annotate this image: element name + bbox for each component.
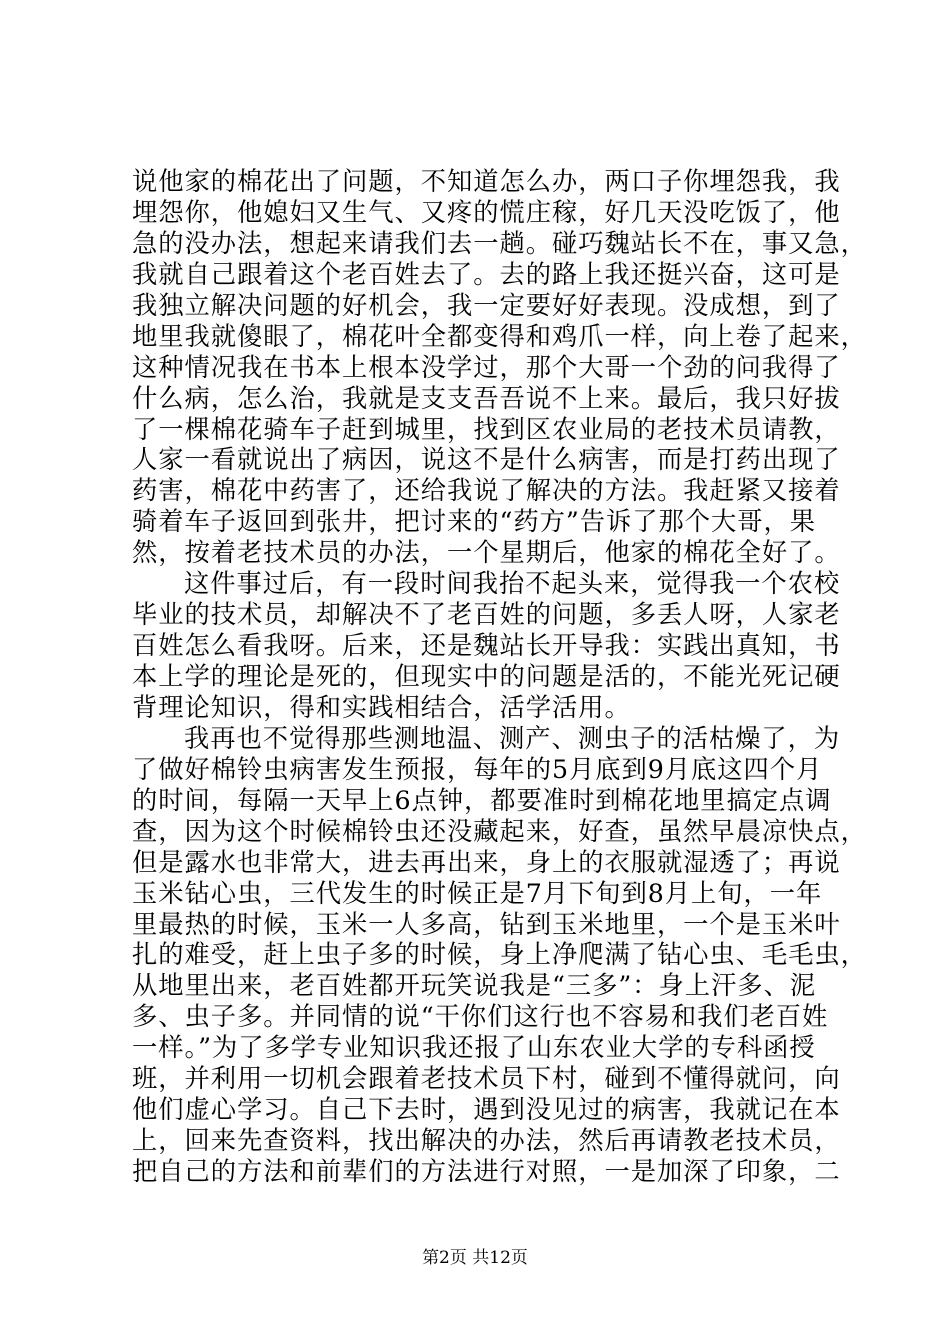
text-line-first: 这件事过后，有一段时间我抬不起头来，觉得我一个农校 bbox=[184, 569, 841, 599]
text-line: 骑着车子返回到张井，把讨来的“药方”告诉了那个大哥，果 bbox=[132, 507, 816, 537]
text-line-first: 我再也不觉得那些测地温、测产、测虫子的活枯燥了，为 bbox=[184, 723, 841, 753]
text-line: 我独立解决问题的好机会，我一定要好好表现。没成想，到了 bbox=[132, 290, 841, 320]
text-line: 百姓怎么看我呀。后来，还是魏站长开导我：实践出真知，书 bbox=[132, 631, 841, 661]
text-line: 本上学的理论是死的，但现实中的问题是活的，不能光死记硬 bbox=[132, 662, 841, 691]
page-number-footer: 第2页 共12页 bbox=[422, 1248, 528, 1268]
text-line: 我就自己跟着这个老百姓去了。去的路上我还挺兴奋，这可是 bbox=[132, 259, 841, 289]
text-line: 了一棵棉花骑车子赶到城里，找到区农业局的老技术员请教， bbox=[132, 414, 841, 444]
text-line: 这种情况我在书本上根本没学过，那个大哥一个劲的问我得了 bbox=[132, 352, 841, 382]
text-line: 上，回来先查资料，找出解决的办法，然后再请教老技术员， bbox=[132, 1126, 841, 1156]
text-line: 了做好棉铃虫病害发生预报，每年的5月底到9月底这四个月 bbox=[132, 754, 823, 784]
document-body bbox=[132, 167, 867, 1188]
text-line: 从地里出来，老百姓都开玩笑说我是“三多”：身上汗多、泥 bbox=[132, 971, 816, 1001]
text-line: 人家一看就说出了病因，说这不是什么病害，而是打药出现了 bbox=[132, 445, 841, 475]
text-line: 班，并利用一切机会跟着老技术员下村，碰到不懂得就问，向 bbox=[132, 1064, 841, 1094]
text-line: 埋怨你，他媳妇又生气、又疼的慌庄稼，好几天没吃饭了，他 bbox=[132, 197, 841, 227]
text-line: 但是露水也非常大，进去再出来，身上的衣服就湿透了；再说 bbox=[132, 847, 841, 877]
text-line: 的时间，每隔一天早上6点钟，都要准时到棉花地里搞定点调 bbox=[132, 785, 832, 815]
text-line: 他们虚心学习。自己下去时，遇到没见过的病害，我就记在本 bbox=[132, 1095, 841, 1125]
text-line: 地里我就傻眼了，棉花叶全都变得和鸡爪一样，向上卷了起来， bbox=[132, 321, 867, 351]
text-line: 急的没办法，想起来请我们去一趟。碰巧魏站长不在，事又急， bbox=[132, 228, 867, 258]
text-line: 毕业的技术员，却解决不了老百姓的问题，多丢人呀，人家老 bbox=[132, 600, 841, 630]
text-line: 扎的难受，赶上虫子多的时候，身上净爬满了钻心虫、毛毛虫， bbox=[132, 940, 867, 970]
paragraph-2 bbox=[132, 569, 841, 724]
text-line: 背理论知识，得和实践相结合，活学活用。 bbox=[132, 692, 631, 722]
text-line: 一样。”为了多学专业知识我还报了山东农业大学的专科函授 bbox=[132, 1033, 816, 1063]
text-line: 玉米钻心虫，三代发生的时候正是7月下旬到8月上旬，一年 bbox=[132, 878, 823, 908]
paragraph-3 bbox=[132, 723, 867, 1188]
text-line: 多、虫子多。并同情的说“干你们这行也不容易和我们老百姓 bbox=[132, 1002, 829, 1032]
text-line: 然，按着老技术员的办法，一个星期后，他家的棉花全好了。 bbox=[132, 538, 841, 568]
text-line: 查，因为这个时候棉铃虫还没藏起来，好查，虽然早晨凉快点， bbox=[132, 816, 867, 846]
text-line: 药害，棉花中药害了，还给我说了解决的方法。我赶紧又接着 bbox=[132, 476, 841, 506]
text-line: 把自己的方法和前辈们的方法进行对照，一是加深了印象，二 bbox=[132, 1157, 841, 1186]
text-line: 说他家的棉花出了问题，不知道怎么办，两口子你埋怨我，我 bbox=[132, 167, 841, 196]
paragraph-1 bbox=[132, 167, 867, 569]
text-line: 里最热的时候，玉米一人多高，钻到玉米地里，一个是玉米叶 bbox=[132, 909, 841, 939]
text-line: 什么病，怎么治，我就是支支吾吾说不上来。最后，我只好拔 bbox=[132, 383, 841, 413]
